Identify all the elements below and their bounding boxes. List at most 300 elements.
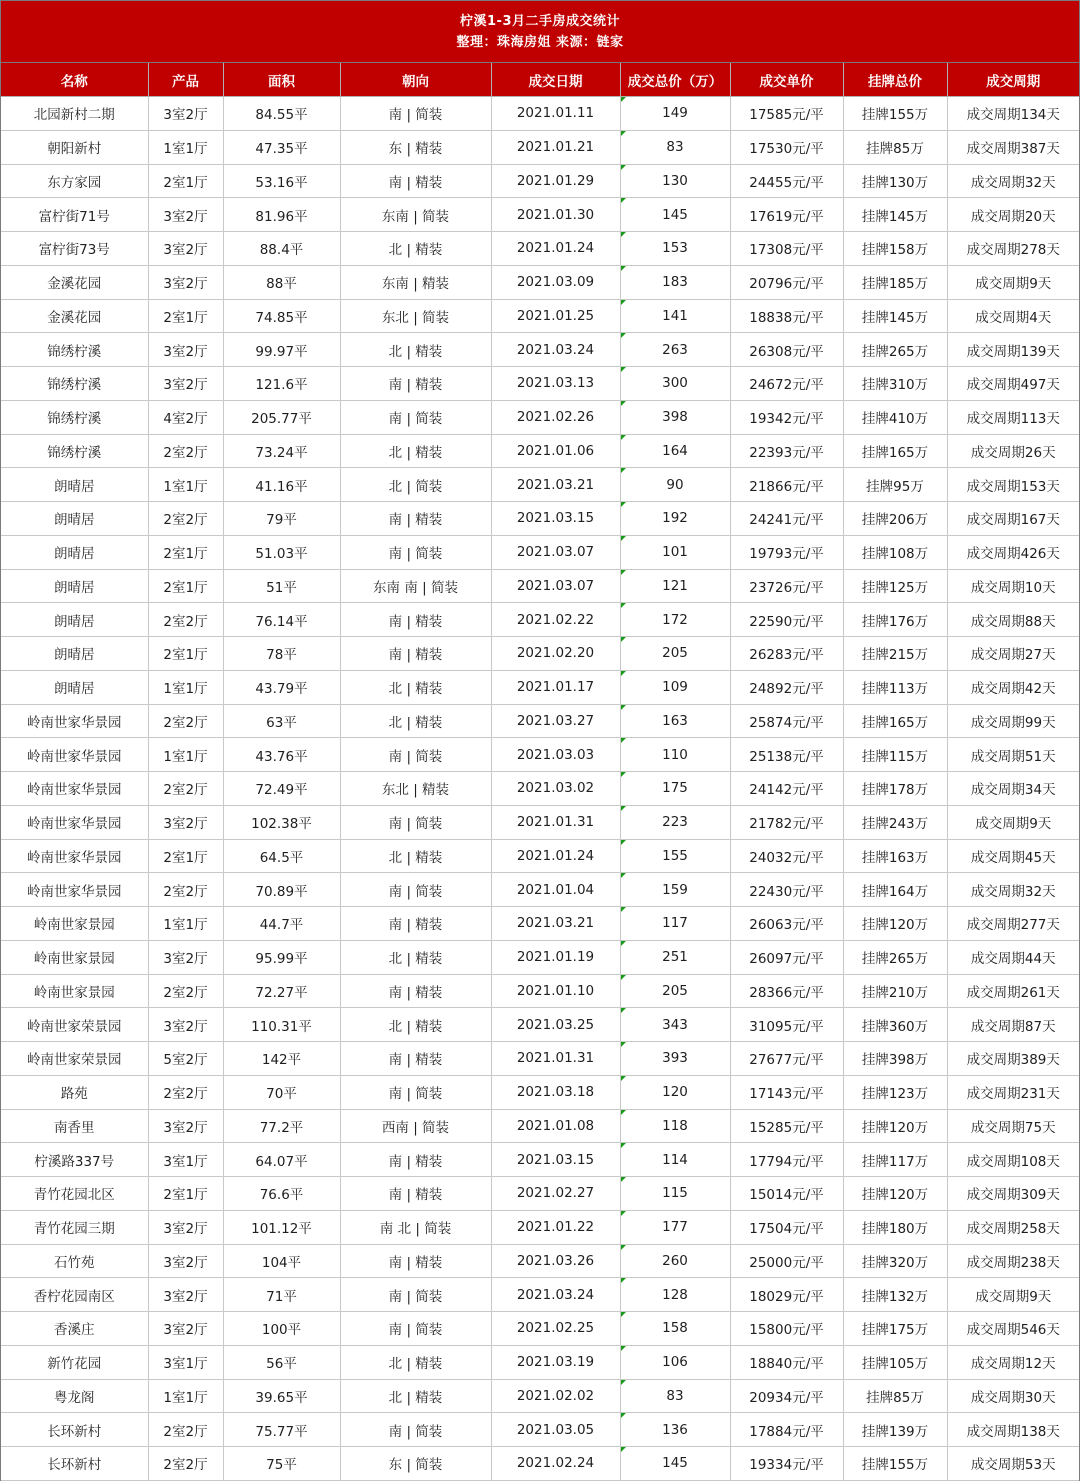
cell-area: 75.77平 (223, 1413, 340, 1447)
cell-deal-cycle: 成交周期32天 (947, 164, 1079, 198)
cell-unit-price: 22393元/平 (730, 434, 843, 468)
cell-layout: 3室2厅 (148, 232, 223, 266)
cell-layout: 3室2厅 (148, 1278, 223, 1312)
cell-orientation: 北 | 精装 (340, 1379, 491, 1413)
cell-name: 香柠花园南区 (1, 1278, 148, 1312)
cell-area: 51.03平 (223, 535, 340, 569)
table-row (1, 839, 1079, 873)
cell-total-price: 158 (620, 1312, 730, 1346)
cell-deal-date: 2021.01.06 (491, 434, 620, 468)
cell-deal-cycle: 成交周期88天 (947, 603, 1079, 637)
table-row (1, 265, 1079, 299)
cell-unit-price: 20796元/平 (730, 265, 843, 299)
cell-listing-price: 挂牌120万 (843, 907, 947, 941)
cell-listing-price: 挂牌398万 (843, 1042, 947, 1076)
cell-layout: 2室1厅 (148, 535, 223, 569)
cell-orientation: 南 | 简装 (340, 535, 491, 569)
header-area: 面积 (223, 63, 340, 97)
cell-deal-date: 2021.03.24 (491, 333, 620, 367)
cell-layout: 2室2厅 (148, 603, 223, 637)
cell-unit-price: 26097元/平 (730, 940, 843, 974)
cell-deal-date: 2021.03.24 (491, 1278, 620, 1312)
cell-layout: 2室2厅 (148, 704, 223, 738)
cell-deal-date: 2021.03.19 (491, 1345, 620, 1379)
table-title: 柠溪1-3月二手房成交统计 (460, 14, 620, 29)
cell-unit-price: 22430元/平 (730, 873, 843, 907)
cell-unit-price: 26283元/平 (730, 637, 843, 671)
cell-deal-date: 2021.03.15 (491, 1143, 620, 1177)
cell-unit-price: 19342元/平 (730, 400, 843, 434)
cell-deal-date: 2021.02.20 (491, 637, 620, 671)
cell-layout: 3室2厅 (148, 940, 223, 974)
cell-unit-price: 25138元/平 (730, 738, 843, 772)
cell-deal-date: 2021.01.22 (491, 1210, 620, 1244)
cell-layout: 3室2厅 (148, 367, 223, 401)
cell-name: 朗晴居 (1, 468, 148, 502)
cell-total-price: 120 (620, 1075, 730, 1109)
cell-unit-price: 18840元/平 (730, 1345, 843, 1379)
cell-deal-cycle: 成交周期44天 (947, 940, 1079, 974)
cell-area: 84.55平 (223, 97, 340, 131)
cell-deal-cycle: 成交周期75天 (947, 1109, 1079, 1143)
cell-name: 岭南世家华景园 (1, 839, 148, 873)
cell-name: 北园新村二期 (1, 97, 148, 131)
cell-area: 88.4平 (223, 232, 340, 266)
cell-layout: 3室2厅 (148, 265, 223, 299)
cell-name: 岭南世家华景园 (1, 704, 148, 738)
cell-deal-cycle: 成交周期9天 (947, 1278, 1079, 1312)
cell-deal-cycle: 成交周期9天 (947, 805, 1079, 839)
cell-total-price: 164 (620, 434, 730, 468)
cell-name: 朗晴居 (1, 603, 148, 637)
cell-deal-cycle: 成交周期9天 (947, 265, 1079, 299)
cell-name: 朗晴居 (1, 535, 148, 569)
cell-deal-cycle: 成交周期108天 (947, 1143, 1079, 1177)
cell-deal-date: 2021.01.24 (491, 232, 620, 266)
cell-deal-cycle: 成交周期20天 (947, 198, 1079, 232)
cell-area: 75平 (223, 1447, 340, 1481)
cell-orientation: 北 | 精装 (340, 333, 491, 367)
cell-orientation: 南 | 简装 (340, 400, 491, 434)
cell-name: 香溪庄 (1, 1312, 148, 1346)
cell-total-price: 110 (620, 738, 730, 772)
cell-listing-price: 挂牌125万 (843, 569, 947, 603)
cell-orientation: 南 | 精装 (340, 502, 491, 536)
table-row (1, 805, 1079, 839)
table-row (1, 1143, 1079, 1177)
cell-name: 锦绣柠溪 (1, 367, 148, 401)
cell-layout: 2室2厅 (148, 772, 223, 806)
cell-unit-price: 19334元/平 (730, 1447, 843, 1481)
cell-layout: 3室2厅 (148, 1008, 223, 1042)
cell-name: 长环新村 (1, 1413, 148, 1447)
cell-area: 76.14平 (223, 603, 340, 637)
cell-area: 78平 (223, 637, 340, 671)
cell-layout: 3室2厅 (148, 805, 223, 839)
cell-area: 79平 (223, 502, 340, 536)
cell-area: 64.07平 (223, 1143, 340, 1177)
header-orientation: 朝向 (340, 63, 491, 97)
cell-total-price: 106 (620, 1345, 730, 1379)
cell-name: 新竹花园 (1, 1345, 148, 1379)
cell-area: 72.27平 (223, 974, 340, 1008)
cell-orientation: 东 | 简装 (340, 1447, 491, 1481)
cell-unit-price: 19793元/平 (730, 535, 843, 569)
cell-area: 81.96平 (223, 198, 340, 232)
cell-listing-price: 挂牌310万 (843, 367, 947, 401)
cell-deal-cycle: 成交周期277天 (947, 907, 1079, 941)
cell-listing-price: 挂牌120万 (843, 1109, 947, 1143)
cell-deal-date: 2021.02.24 (491, 1447, 620, 1481)
cell-layout: 2室2厅 (148, 502, 223, 536)
cell-unit-price: 31095元/平 (730, 1008, 843, 1042)
cell-total-price: 205 (620, 637, 730, 671)
cell-total-price: 109 (620, 670, 730, 704)
cell-deal-cycle: 成交周期309天 (947, 1177, 1079, 1211)
cell-listing-price: 挂牌139万 (843, 1413, 947, 1447)
cell-area: 77.2平 (223, 1109, 340, 1143)
cell-layout: 1室1厅 (148, 1379, 223, 1413)
cell-total-price: 172 (620, 603, 730, 637)
cell-deal-cycle: 成交周期99天 (947, 704, 1079, 738)
cell-listing-price: 挂牌158万 (843, 232, 947, 266)
table-row (1, 873, 1079, 907)
cell-deal-cycle: 成交周期32天 (947, 873, 1079, 907)
cell-orientation: 东北 | 简装 (340, 299, 491, 333)
cell-unit-price: 28366元/平 (730, 974, 843, 1008)
table-row (1, 97, 1079, 131)
cell-total-price: 83 (620, 130, 730, 164)
cell-layout: 2室2厅 (148, 873, 223, 907)
table-row (1, 637, 1079, 671)
cell-deal-date: 2021.01.04 (491, 873, 620, 907)
cell-listing-price: 挂牌165万 (843, 434, 947, 468)
cell-name: 岭南世家华景园 (1, 805, 148, 839)
cell-unit-price: 17794元/平 (730, 1143, 843, 1177)
cell-unit-price: 24672元/平 (730, 367, 843, 401)
cell-area: 102.38平 (223, 805, 340, 839)
cell-deal-cycle: 成交周期231天 (947, 1075, 1079, 1109)
cell-name: 岭南世家景园 (1, 940, 148, 974)
table-title-banner (1, 1, 1079, 63)
cell-listing-price: 挂牌180万 (843, 1210, 947, 1244)
cell-unit-price: 15285元/平 (730, 1109, 843, 1143)
cell-unit-price: 21782元/平 (730, 805, 843, 839)
cell-area: 64.5平 (223, 839, 340, 873)
cell-listing-price: 挂牌265万 (843, 940, 947, 974)
cell-deal-cycle: 成交周期113天 (947, 400, 1079, 434)
cell-deal-date: 2021.02.25 (491, 1312, 620, 1346)
cell-area: 39.65平 (223, 1379, 340, 1413)
cell-deal-date: 2021.03.09 (491, 265, 620, 299)
cell-listing-price: 挂牌175万 (843, 1312, 947, 1346)
table-row (1, 1244, 1079, 1278)
cell-total-price: 343 (620, 1008, 730, 1042)
cell-listing-price: 挂牌145万 (843, 299, 947, 333)
cell-orientation: 南 | 简装 (340, 873, 491, 907)
table-row (1, 1379, 1079, 1413)
cell-listing-price: 挂牌155万 (843, 1447, 947, 1481)
cell-name: 岭南世家景园 (1, 974, 148, 1008)
cell-name: 岭南世家荣景园 (1, 1042, 148, 1076)
cell-deal-cycle: 成交周期389天 (947, 1042, 1079, 1076)
table-row (1, 232, 1079, 266)
cell-total-price: 159 (620, 873, 730, 907)
cell-deal-cycle: 成交周期10天 (947, 569, 1079, 603)
cell-orientation: 南 | 简装 (340, 1413, 491, 1447)
cell-unit-price: 27677元/平 (730, 1042, 843, 1076)
cell-area: 71平 (223, 1278, 340, 1312)
cell-area: 104平 (223, 1244, 340, 1278)
cell-deal-cycle: 成交周期426天 (947, 535, 1079, 569)
cell-orientation: 北 | 精装 (340, 232, 491, 266)
cell-name: 金溪花园 (1, 299, 148, 333)
cell-unit-price: 20934元/平 (730, 1379, 843, 1413)
cell-deal-date: 2021.01.30 (491, 198, 620, 232)
cell-name: 岭南世家华景园 (1, 772, 148, 806)
cell-layout: 2室1厅 (148, 1177, 223, 1211)
cell-deal-date: 2021.02.26 (491, 400, 620, 434)
cell-deal-cycle: 成交周期153天 (947, 468, 1079, 502)
cell-name: 东方家园 (1, 164, 148, 198)
cell-unit-price: 17308元/平 (730, 232, 843, 266)
cell-deal-cycle: 成交周期497天 (947, 367, 1079, 401)
cell-total-price: 128 (620, 1278, 730, 1312)
header-deal-cycle: 成交周期 (947, 63, 1079, 97)
header-total-price: 成交总价（万） (620, 63, 730, 97)
table-row (1, 603, 1079, 637)
cell-unit-price: 25874元/平 (730, 704, 843, 738)
cell-orientation: 北 | 简装 (340, 468, 491, 502)
cell-name: 朗晴居 (1, 670, 148, 704)
cell-area: 43.79平 (223, 670, 340, 704)
table-row (1, 1210, 1079, 1244)
cell-deal-cycle: 成交周期12天 (947, 1345, 1079, 1379)
cell-area: 44.7平 (223, 907, 340, 941)
cell-orientation: 南 | 简装 (340, 97, 491, 131)
cell-listing-price: 挂牌117万 (843, 1143, 947, 1177)
cell-name: 长环新村 (1, 1447, 148, 1481)
cell-total-price: 118 (620, 1109, 730, 1143)
cell-total-price: 153 (620, 232, 730, 266)
cell-orientation: 南 | 简装 (340, 1312, 491, 1346)
cell-layout: 3室2厅 (148, 333, 223, 367)
cell-listing-price: 挂牌115万 (843, 738, 947, 772)
cell-orientation: 南 | 精装 (340, 164, 491, 198)
cell-deal-date: 2021.03.26 (491, 1244, 620, 1278)
cell-layout: 2室2厅 (148, 434, 223, 468)
cell-unit-price: 15800元/平 (730, 1312, 843, 1346)
table-row (1, 704, 1079, 738)
cell-listing-price: 挂牌155万 (843, 97, 947, 131)
table-row (1, 1042, 1079, 1076)
transactions-table (1, 63, 1079, 1481)
cell-layout: 2室2厅 (148, 1447, 223, 1481)
cell-deal-cycle: 成交周期53天 (947, 1447, 1079, 1481)
cell-orientation: 南 | 精装 (340, 637, 491, 671)
cell-name: 富柠街73号 (1, 232, 148, 266)
cell-deal-date: 2021.03.03 (491, 738, 620, 772)
cell-listing-price: 挂牌105万 (843, 1345, 947, 1379)
cell-layout: 1室1厅 (148, 670, 223, 704)
table-row (1, 1177, 1079, 1211)
cell-area: 121.6平 (223, 367, 340, 401)
cell-layout: 2室1厅 (148, 637, 223, 671)
cell-name: 岭南世家荣景园 (1, 1008, 148, 1042)
cell-orientation: 南 | 简装 (340, 738, 491, 772)
cell-total-price: 398 (620, 400, 730, 434)
cell-orientation: 南 | 精装 (340, 603, 491, 637)
cell-total-price: 177 (620, 1210, 730, 1244)
cell-listing-price: 挂牌176万 (843, 603, 947, 637)
cell-area: 101.12平 (223, 1210, 340, 1244)
cell-deal-date: 2021.01.08 (491, 1109, 620, 1143)
cell-layout: 3室1厅 (148, 1345, 223, 1379)
cell-area: 88平 (223, 265, 340, 299)
header-row (1, 63, 1079, 97)
cell-deal-cycle: 成交周期261天 (947, 974, 1079, 1008)
cell-deal-cycle: 成交周期167天 (947, 502, 1079, 536)
cell-deal-date: 2021.02.27 (491, 1177, 620, 1211)
cell-area: 70平 (223, 1075, 340, 1109)
cell-unit-price: 17504元/平 (730, 1210, 843, 1244)
cell-orientation: 南 | 简装 (340, 805, 491, 839)
cell-area: 63平 (223, 704, 340, 738)
table-row (1, 400, 1079, 434)
cell-orientation: 东北 | 精装 (340, 772, 491, 806)
table-row (1, 1345, 1079, 1379)
cell-deal-date: 2021.02.22 (491, 603, 620, 637)
cell-deal-cycle: 成交周期139天 (947, 333, 1079, 367)
cell-area: 47.35平 (223, 130, 340, 164)
cell-name: 锦绣柠溪 (1, 400, 148, 434)
cell-layout: 3室2厅 (148, 1244, 223, 1278)
cell-deal-date: 2021.03.13 (491, 367, 620, 401)
cell-layout: 2室1厅 (148, 164, 223, 198)
cell-orientation: 南 北 | 简装 (340, 1210, 491, 1244)
cell-layout: 2室2厅 (148, 1413, 223, 1447)
cell-listing-price: 挂牌215万 (843, 637, 947, 671)
cell-unit-price: 21866元/平 (730, 468, 843, 502)
cell-deal-date: 2021.01.21 (491, 130, 620, 164)
cell-area: 72.49平 (223, 772, 340, 806)
cell-deal-date: 2021.03.21 (491, 907, 620, 941)
cell-area: 41.16平 (223, 468, 340, 502)
cell-listing-price: 挂牌410万 (843, 400, 947, 434)
cell-listing-price: 挂牌95万 (843, 468, 947, 502)
cell-listing-price: 挂牌163万 (843, 839, 947, 873)
cell-unit-price: 17530元/平 (730, 130, 843, 164)
table-row (1, 1109, 1079, 1143)
cell-layout: 3室2厅 (148, 198, 223, 232)
cell-total-price: 300 (620, 367, 730, 401)
cell-unit-price: 18029元/平 (730, 1278, 843, 1312)
cell-deal-cycle: 成交周期42天 (947, 670, 1079, 704)
cell-unit-price: 24892元/平 (730, 670, 843, 704)
cell-area: 205.77平 (223, 400, 340, 434)
cell-listing-price: 挂牌265万 (843, 333, 947, 367)
cell-listing-price: 挂牌210万 (843, 974, 947, 1008)
table-row (1, 1312, 1079, 1346)
cell-orientation: 东南 | 简装 (340, 198, 491, 232)
cell-unit-price: 17585元/平 (730, 97, 843, 131)
cell-deal-date: 2021.01.31 (491, 1042, 620, 1076)
cell-listing-price: 挂牌108万 (843, 535, 947, 569)
cell-listing-price: 挂牌120万 (843, 1177, 947, 1211)
cell-unit-price: 24142元/平 (730, 772, 843, 806)
table-header (1, 63, 1079, 97)
cell-deal-date: 2021.03.18 (491, 1075, 620, 1109)
cell-orientation: 南 | 精装 (340, 1244, 491, 1278)
cell-name: 南香里 (1, 1109, 148, 1143)
cell-area: 110.31平 (223, 1008, 340, 1042)
cell-total-price: 263 (620, 333, 730, 367)
cell-orientation: 北 | 精装 (340, 1345, 491, 1379)
cell-deal-cycle: 成交周期45天 (947, 839, 1079, 873)
cell-listing-price: 挂牌165万 (843, 704, 947, 738)
cell-orientation: 南 | 简装 (340, 1278, 491, 1312)
cell-area: 95.99平 (223, 940, 340, 974)
cell-deal-date: 2021.03.07 (491, 569, 620, 603)
cell-listing-price: 挂牌178万 (843, 772, 947, 806)
table-subtitle: 整理：珠海房姐 来源：链家 (456, 35, 624, 50)
table-row (1, 907, 1079, 941)
cell-listing-price: 挂牌185万 (843, 265, 947, 299)
cell-orientation: 东南 | 精装 (340, 265, 491, 299)
cell-layout: 2室1厅 (148, 569, 223, 603)
table-row (1, 772, 1079, 806)
cell-unit-price: 26308元/平 (730, 333, 843, 367)
cell-area: 142平 (223, 1042, 340, 1076)
cell-deal-date: 2021.03.05 (491, 1413, 620, 1447)
cell-area: 74.85平 (223, 299, 340, 333)
cell-name: 朗晴居 (1, 569, 148, 603)
cell-total-price: 223 (620, 805, 730, 839)
table-row (1, 940, 1079, 974)
cell-unit-price: 23726元/平 (730, 569, 843, 603)
cell-orientation: 东 | 精装 (340, 130, 491, 164)
cell-area: 43.76平 (223, 738, 340, 772)
cell-area: 100平 (223, 1312, 340, 1346)
table-row (1, 1278, 1079, 1312)
cell-name: 锦绣柠溪 (1, 434, 148, 468)
cell-total-price: 117 (620, 907, 730, 941)
cell-name: 柠溪路337号 (1, 1143, 148, 1177)
cell-deal-date: 2021.03.21 (491, 468, 620, 502)
cell-listing-price: 挂牌360万 (843, 1008, 947, 1042)
cell-deal-cycle: 成交周期138天 (947, 1413, 1079, 1447)
table-row (1, 670, 1079, 704)
cell-name: 锦绣柠溪 (1, 333, 148, 367)
cell-layout: 3室2厅 (148, 1312, 223, 1346)
cell-total-price: 130 (620, 164, 730, 198)
cell-unit-price: 26063元/平 (730, 907, 843, 941)
cell-deal-cycle: 成交周期4天 (947, 299, 1079, 333)
cell-total-price: 145 (620, 1447, 730, 1481)
cell-area: 73.24平 (223, 434, 340, 468)
cell-total-price: 163 (620, 704, 730, 738)
cell-unit-price: 17143元/平 (730, 1075, 843, 1109)
table-row (1, 1008, 1079, 1042)
cell-listing-price: 挂牌113万 (843, 670, 947, 704)
cell-orientation: 北 | 精装 (340, 704, 491, 738)
cell-area: 56平 (223, 1345, 340, 1379)
table-row (1, 502, 1079, 536)
cell-deal-date: 2021.01.17 (491, 670, 620, 704)
cell-deal-cycle: 成交周期87天 (947, 1008, 1079, 1042)
cell-total-price: 115 (620, 1177, 730, 1211)
cell-total-price: 141 (620, 299, 730, 333)
